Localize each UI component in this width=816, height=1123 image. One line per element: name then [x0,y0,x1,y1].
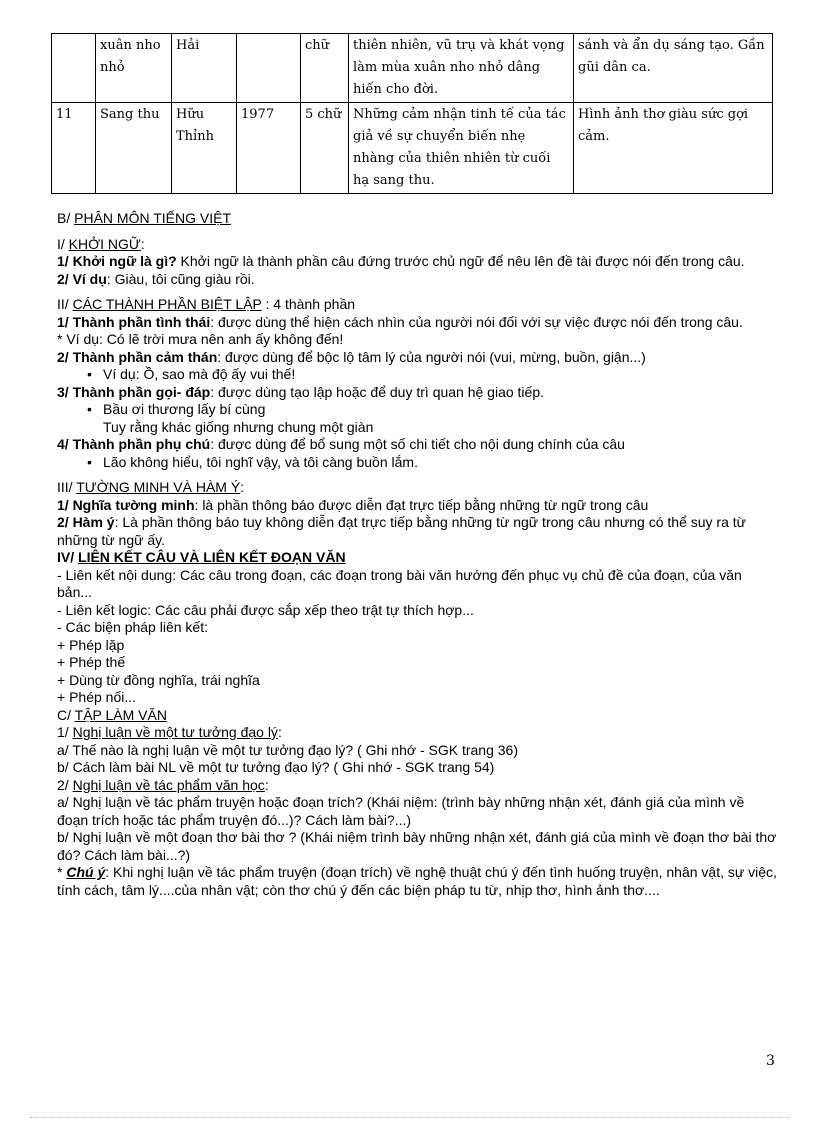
ham-y-item: 2/ Hàm ý: Là phần thông báo tuy không diễn đạt trực tiếp bằng những từ ngữ trong câu nhưng có thể suy ra từ những từ ngữ ấy. [57,514,747,548]
cell-form: 5 chữ [301,103,349,194]
tinh-thai-example: * Ví dụ: Có lẽ trời mưa nên anh ấy không đến! [57,331,344,347]
section-c-heading: C/ TẬP LÀM VĂN [57,706,167,723]
document-body [57,210,777,899]
lien-ket-heading: IV/ LIÊN KẾT CÂU VÀ LIÊN KẾT ĐOẠN VĂN [57,549,346,565]
goi-dap-item: 3/ Thành phần gọi- đáp: được dùng tạo lập hoặc để duy trì quan hệ giao tiếp. [57,383,545,400]
goi-dap-list [57,401,777,419]
lien-ket-line: + Phép thế [57,654,126,670]
nghi-luan-van-hoc-heading: 2/ Nghị luận về tác phẩm văn học: [57,776,269,793]
khoi-ngu-example: 2/ Ví dụ: Giàu, tôi cũng giàu rồi. [57,270,255,287]
cell-title: Sang thu [96,103,172,194]
tinh-thai-item: 1/ Thành phần tình thái: được dùng thể hiện cách nhìn của người nói đối với sự việc được nói đến trong câu. [57,313,743,330]
section-b-heading: B/ PHÂN MÔN TIẾNG VIỆT [57,210,231,226]
page-footer-divider [30,1117,790,1118]
page-number: 3 [766,1053,775,1069]
lien-ket-line: + Phép nối... [57,689,137,705]
lien-ket-line: - Các biện pháp liên kết: [57,619,208,635]
cell-year [237,34,301,103]
nghi-luan-dao-ly-heading: 1/ Nghị luận về một tư tưởng đạo lý: [57,724,282,740]
nghia-tuong-minh-item: 1/ Nghĩa tường minh: là phần thông báo được diễn đạt trực tiếp bằng những từ ngữ trong câu [57,496,649,513]
cell-title: xuân nho nhỏ [96,34,172,103]
dao-ly-item-b: b/ Cách làm bài NL về một tư tưởng đạo lý? ( Ghi nhớ - SGK trang 54) [57,759,495,775]
cell-content: Những cảm nhận tinh tế của tác giả về sự chuyển biến nhẹ nhàng của thiên nhiên từ cuối hạ sang thu. [349,103,574,194]
phu-chu-item: 4/ Thành phần phụ chú: được dùng để bổ sung một số chi tiết cho nội dung chính của câu [57,436,625,452]
cam-than-item: 2/ Thành phần cảm thán: được dùng để bộc lộ tâm lý của người nói (vui, mừng, buồn, giận...) [57,348,646,365]
table-row [52,103,773,194]
table-row [52,34,773,103]
phu-chu-list [57,454,777,472]
list-item: • Ví dụ: Ồ, sao mà độ ấy vui thế! [87,366,296,382]
van-hoc-item-a: a/ Nghị luận về tác phẩm truyện hoặc đoạn trích? (Khái niệm: (trình bày những nhận xét, đánh giá của mình về đoạn trích hoặc tác phẩm truyện đó...)? Cách làm bài?...) [57,794,745,828]
khoi-ngu-definition: 1/ Khởi ngữ là gì? Khởi ngữ là thành phần câu đứng trước chủ ngữ để nêu lên đề tài được nói đến trong câu. [57,253,745,269]
cell-content: thiên nhiên, vũ trụ và khát vọng làm mùa xuân nho nhỏ dâng hiến cho đời. [349,34,574,103]
list-item: • Bầu ơi thương lấy bí cùng [87,401,266,417]
goi-dap-example-line2: Tuy rằng khác giống nhưng chung một giàn [103,418,374,435]
cell-no: 11 [52,103,96,194]
bullet-icon: • [87,401,92,417]
lien-ket-line: - Liên kết nội dung: Các câu trong đoạn, các đoạn trong bài văn hướng đến phục vụ chủ đề của đoạn, của văn bản... [57,566,742,600]
cell-art: sánh và ẩn dụ sáng tạo. Gần gũi dân ca. [574,34,773,103]
cell-art: Hình ảnh thơ giàu sức gợi cảm. [574,103,773,194]
cell-form: chữ [301,34,349,103]
lien-ket-line: + Dùng từ đồng nghĩa, trái nghĩa [57,671,260,688]
cell-year: 1977 [237,103,301,194]
bullet-icon: • [87,366,92,382]
cell-author: Hải [172,34,237,103]
cell-no [52,34,96,103]
list-item: • Lão không hiểu, tôi nghĩ vậy, và tôi càng buồn lắm. [87,453,418,470]
literature-table [51,33,773,194]
chu-y-note: * Chú ý: Khi nghị luận về tác phẩm truyện (đoạn trích) về nghệ thuật chú ý đến tình huống truyện, nhân vật, sự việc, tính cách, tâm lý....của nhân vật; còn thơ chú ý đến các biện pháp tu từ, nhịp thơ, hình ảnh thơ.... [57,864,777,898]
lien-ket-line: + Phép lặp [57,636,125,653]
cell-author: Hữu Thỉnh [172,103,237,194]
tuong-minh-heading: III/ TƯỜNG MINH VÀ HÀM Ý: [57,479,245,495]
biet-lap-heading: II/ CÁC THÀNH PHẦN BIỆT LẬP : 4 thành phần [57,296,356,312]
khoi-ngu-heading: I/ KHỞI NGỮ: [57,235,145,252]
dao-ly-item-a: a/ Thế nào là nghị luận về một tư tưởng đạo lý? ( Ghi nhớ - SGK trang 36) [57,741,518,758]
van-hoc-item-b: b/ Nghị luận về một đoạn thơ bài thơ ? (Khái niệm trình bày những nhận xét, đánh giá của mình về đoạn thơ bài thơ đó? Cách làm bài...?) [57,829,777,863]
lien-ket-line: - Liên kết logic: Các câu phải được sắp xếp theo trật tự thích hợp... [57,601,474,618]
cam-than-list [57,366,777,384]
bullet-icon: • [87,453,92,470]
